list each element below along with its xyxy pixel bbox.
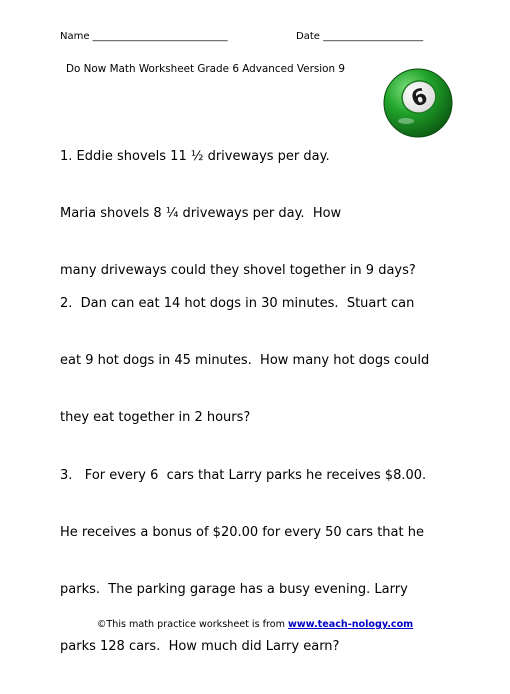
question-3-line-1: 3. For every 6 cars that Larry parks he receives $8.00. [60, 468, 427, 483]
question-2-line-3: they eat together in 2 hours? [60, 410, 251, 425]
question-1-line-1: 1. Eddie shovels 11 ½ driveways per day. [60, 149, 330, 164]
question-1-line-2: Maria shovels 8 ¼ driveways per day. How [60, 206, 342, 221]
question-3-line-3: parks. The parking garage has a busy evening. Larry [60, 582, 408, 597]
question-2-line-1: 2. Dan can eat 14 hot dogs in 30 minutes. Stuart can [60, 296, 415, 311]
worksheet-title: Do Now Math Worksheet Grade 6 Advanced Version 9 [66, 63, 346, 75]
question-3-line-2: He receives a bonus of $20.00 for every 50 cars that he [60, 525, 424, 540]
footer-link[interactable]: www.teach-nology.com [288, 619, 414, 630]
question-3-line-4: parks 128 cars. How much did Larry earn? [60, 639, 340, 654]
footer [0, 619, 510, 630]
question-1-line-3: many driveways could they shovel together in 9 days? [60, 263, 416, 278]
date-field: Date ____________________ [296, 31, 424, 42]
ball-number: 6 [408, 84, 431, 113]
footer-text: ©This math practice worksheet is from [96, 619, 289, 630]
question-2-line-2: eat 9 hot dogs in 45 minutes. How many hot dogs could [60, 353, 430, 368]
name-field: Name ___________________________ [60, 31, 228, 42]
question-3 [60, 428, 426, 694]
